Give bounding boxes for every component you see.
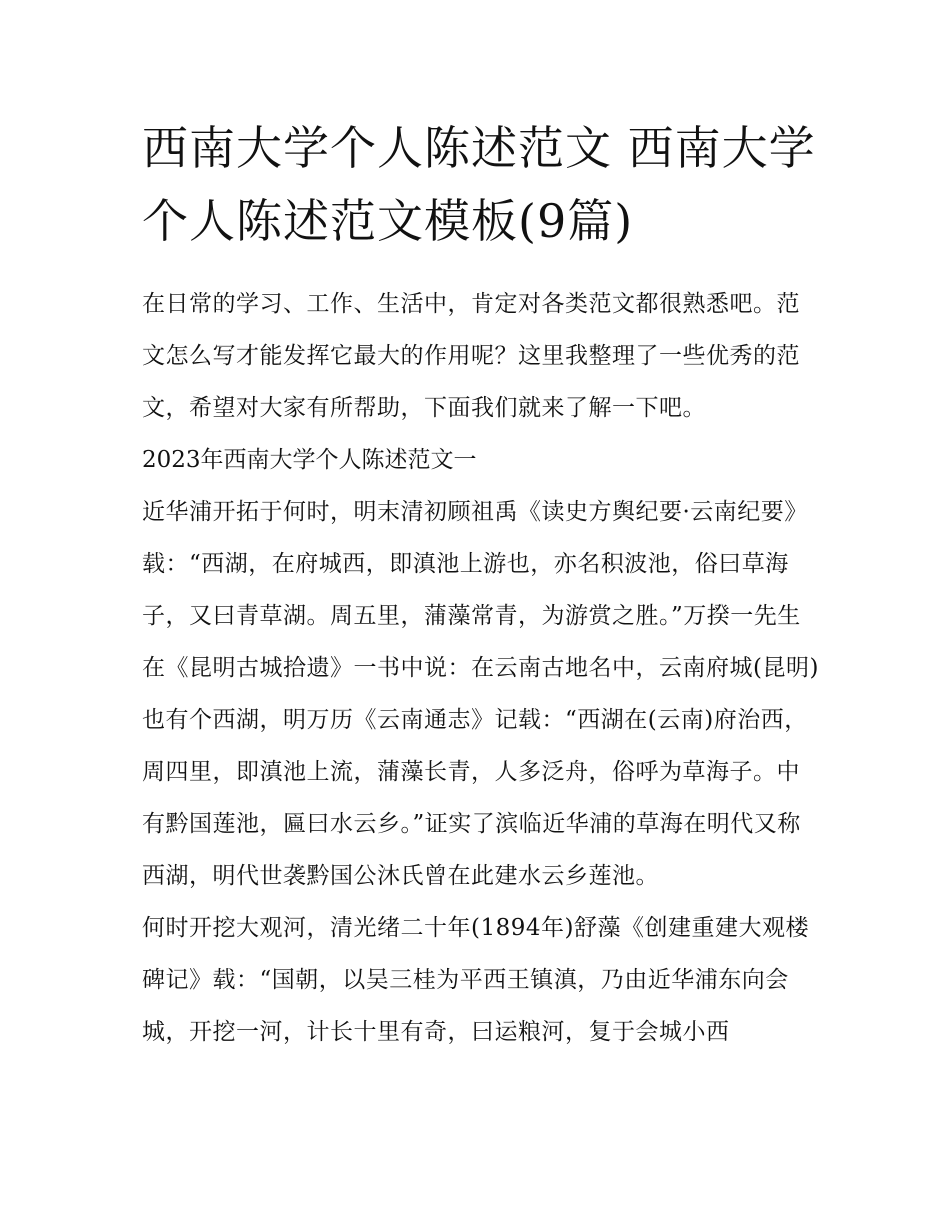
body-paragraph: 何时开挖大观河，清光绪二十年(1894年)舒藻《创建重建大观楼碑记》载：“国朝，以吴三桂为平西王镇滇，乃由近华浦东向会城，开挖一河，计长十里有奇，曰运粮河，复于会城小西 (142, 915, 809, 1045)
intro-paragraph: 在日常的学习、工作、生活中，肯定对各类范文都很熟悉吧。范文怎么写才能发挥它最大的作用呢？这里我整理了一些优秀的范文，希望对大家有所帮助，下面我们就来了解一下吧。 (142, 291, 800, 421)
document-content (142, 112, 822, 1058)
section-heading: 2023年西南大学个人陈述范文一 (142, 447, 477, 473)
document-title: 西南大学个人陈述范文 西南大学个人陈述范文模板(9篇) (142, 121, 816, 248)
body-paragraph: 近华浦开拓于何时，明末清初顾祖禹《读史方舆纪要·云南纪要》载：“西湖，在府城西，即滇池上游也，亦名积波池，俗曰草海子，又曰青草湖。周五里，蒲藻常青，为游赏之胜。”万揆一先生在《昆明古城拾遗》一书中说：在云南古地名中，云南府城(昆明)也有个西湖，明万历《云南通志》记载：“西湖在(云南)府治西，周四里，即滇池上流，蒲藻长青，人多泛舟，俗呼为草海子。中有黔国莲池，匾曰水云乡。”证实了滨临近华浦的草海在明代又称西湖，明代世袭黔国公沐氏曾在此建水云乡莲池。 (142, 499, 819, 889)
document-body (142, 278, 822, 1058)
